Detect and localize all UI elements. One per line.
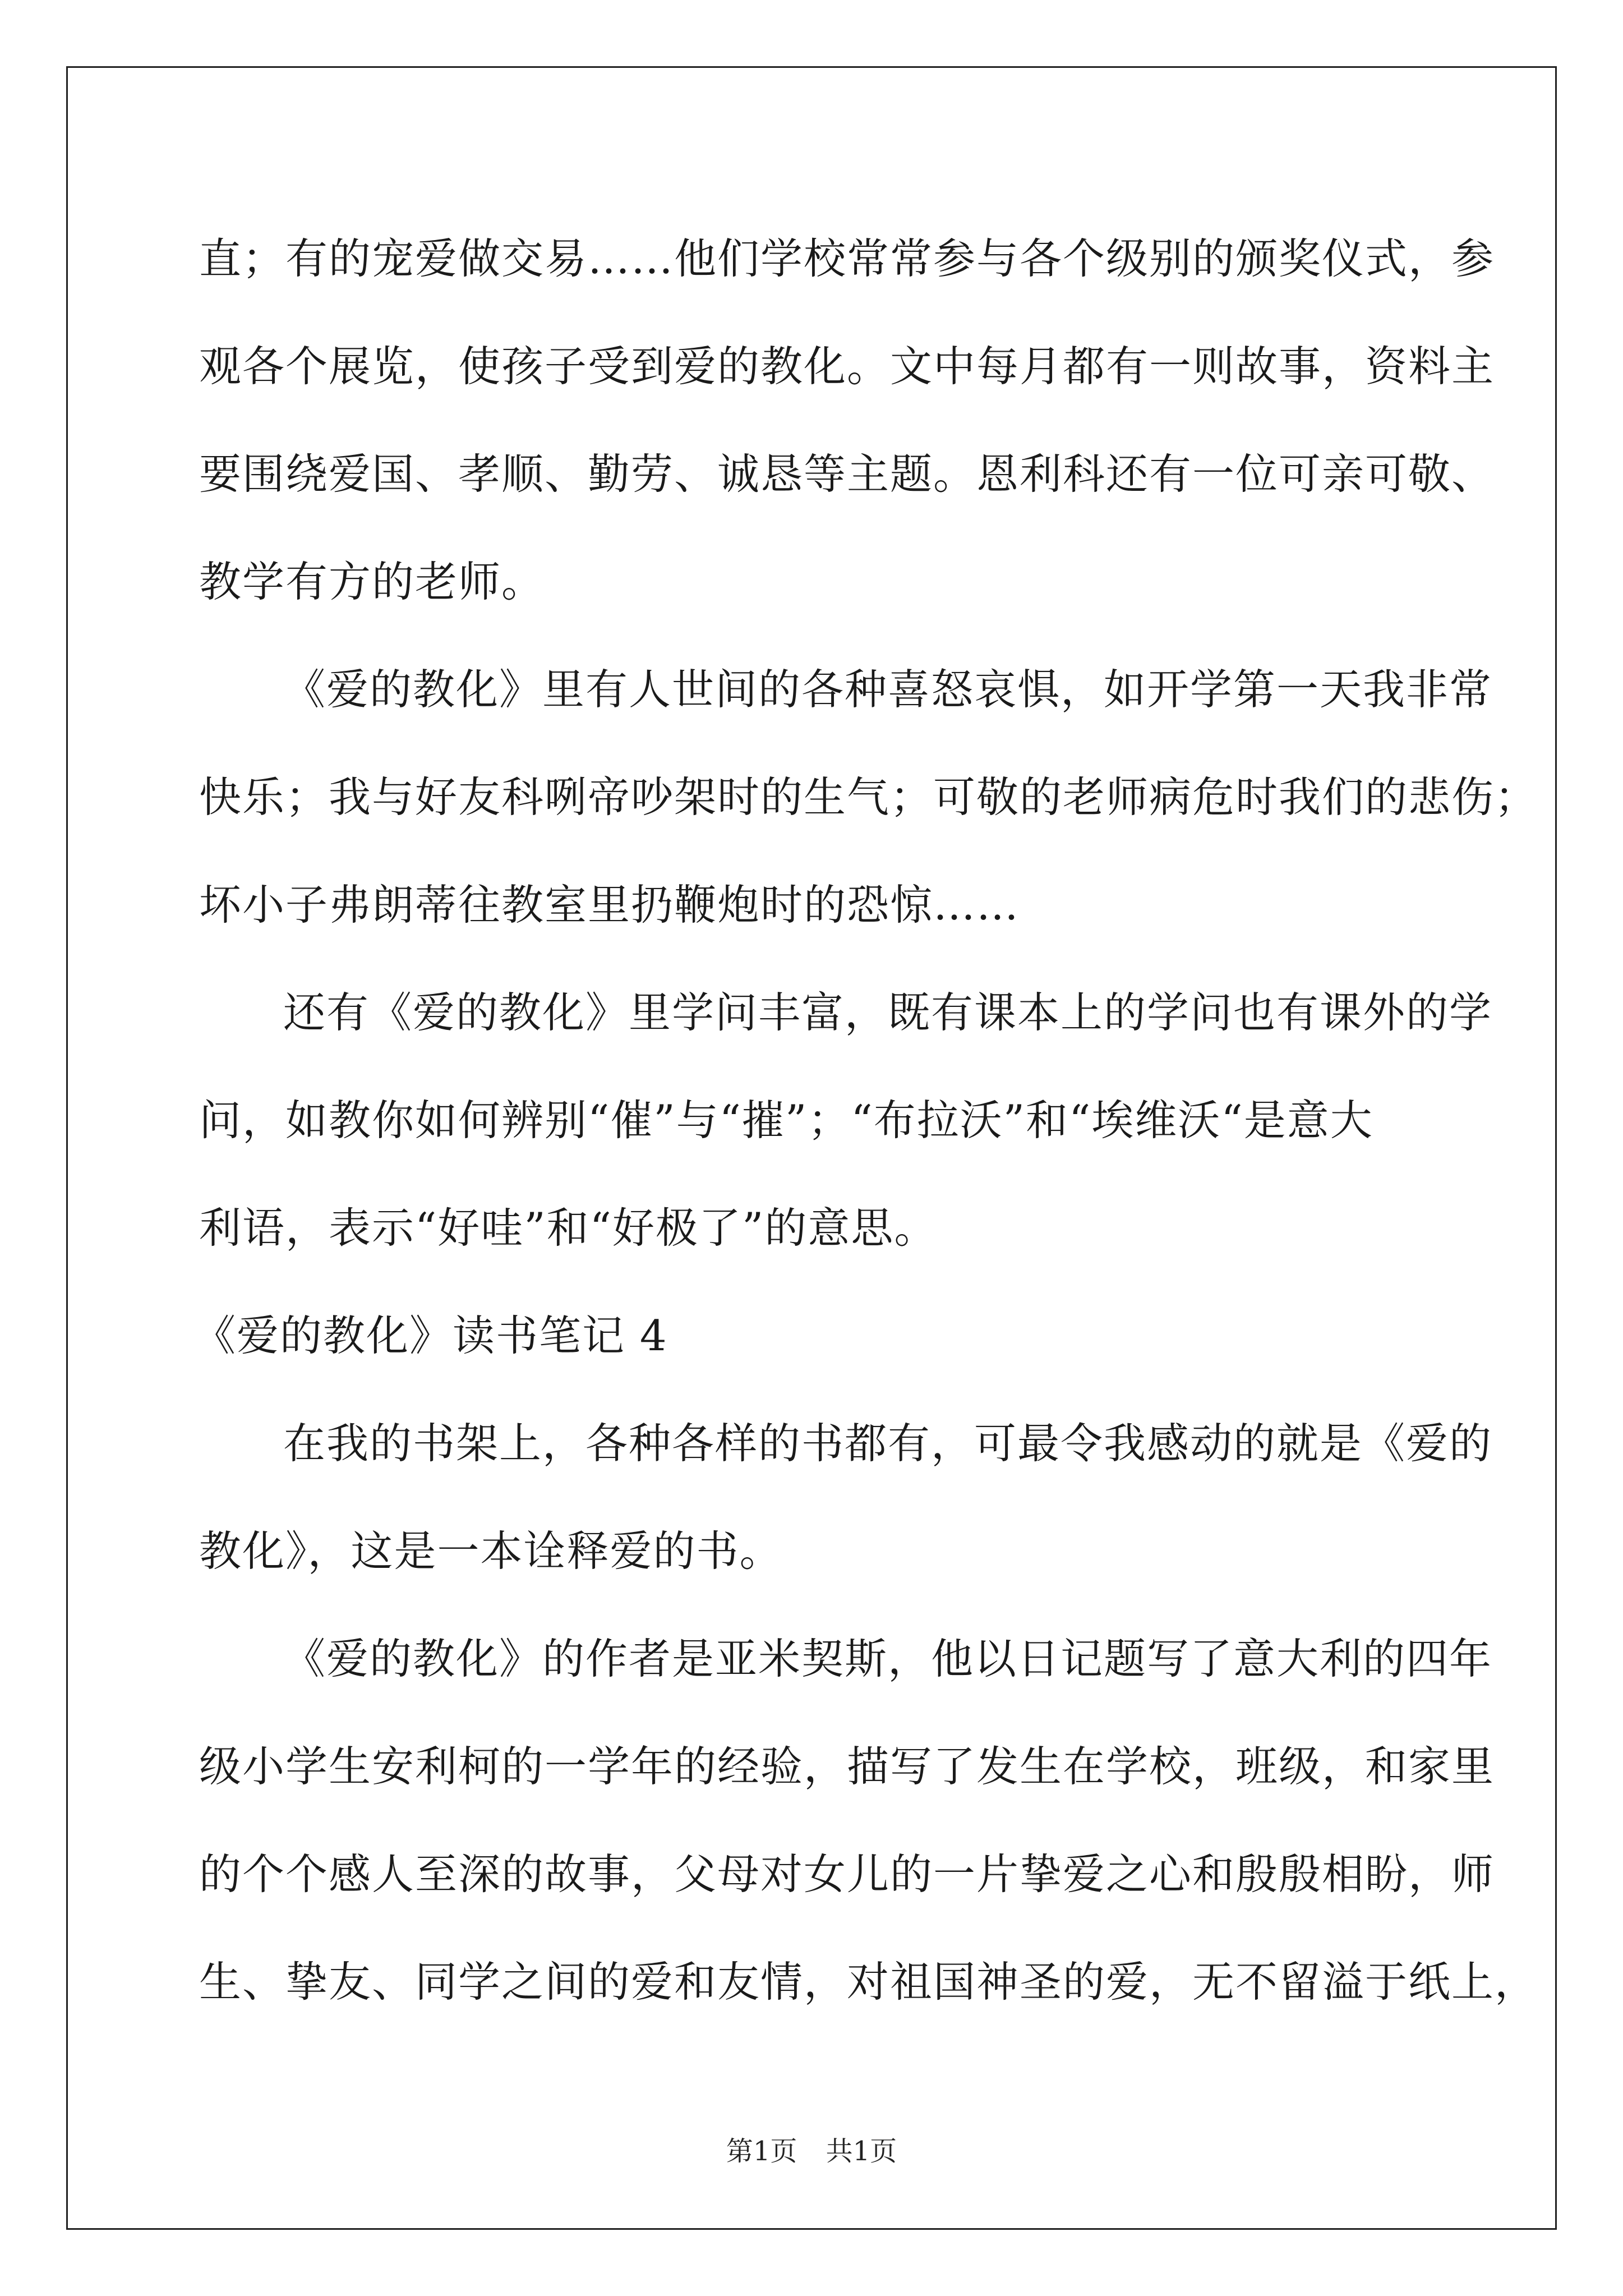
text-line: 利语，表示“好哇”和“好极了”的意思。 xyxy=(199,1203,938,1253)
text-line: 要围绕爱国、孝顺、勤劳、诚恳等主题。恩利科还有一位可亲可敬、 xyxy=(199,449,1495,499)
text-line: 坏小子弗朗蒂往教室里扔鞭炮时的恐惊…… xyxy=(199,880,1020,930)
text-line: 教学有方的老师。 xyxy=(199,557,545,606)
text-line: 在我的书架上，各种各样的书都有，可最令我感动的就是《爱的 xyxy=(283,1419,1493,1468)
text-line: 直；有的宠爱做交易……他们学校常常参与各个级别的颁奖仪式，参 xyxy=(199,234,1495,283)
page-footer xyxy=(0,2129,1623,2168)
text-line: 观各个展览，使孩子受到爱的教化。文中每月都有一则故事，资料主 xyxy=(199,342,1495,391)
section-heading: 《爱的教化》读书笔记 4 xyxy=(193,1311,668,1360)
text-line: 问，如教你如何辨别“催”与“摧”；“布拉沃”和“埃维沃“是意大 xyxy=(199,1096,1373,1145)
text-line: 级小学生安利柯的一学年的经验，描写了发生在学校，班级，和家里 xyxy=(199,1742,1495,1791)
text-line: 快乐；我与好友科咧帝吵架时的生气；可敬的老师病危时我们的悲伤； xyxy=(199,772,1538,822)
text-line: 《爱的教化》里有人世间的各种喜怒哀惧，如开学第一天我非常 xyxy=(283,665,1493,714)
text-line: 生、挚友、同学之间的爱和友情，对祖国神圣的爱，无不留溢于纸上， xyxy=(199,1957,1538,2007)
text-line: 《爱的教化》的作者是亚米契斯，他以日记题写了意大利的四年 xyxy=(283,1634,1493,1683)
text-line: 还有《爱的教化》里学问丰富，既有课本上的学问也有课外的学 xyxy=(283,988,1493,1037)
page-number: 第1页 xyxy=(726,2136,797,2167)
document-body xyxy=(193,205,1538,2036)
page-total: 共1页 xyxy=(826,2136,897,2167)
text-line: 教化》，这是一本诠释爱的书。 xyxy=(199,1526,783,1576)
text-line: 的个个感人至深的故事，父母对女儿的一片挚爱之心和殷殷相盼，师 xyxy=(199,1849,1495,1899)
